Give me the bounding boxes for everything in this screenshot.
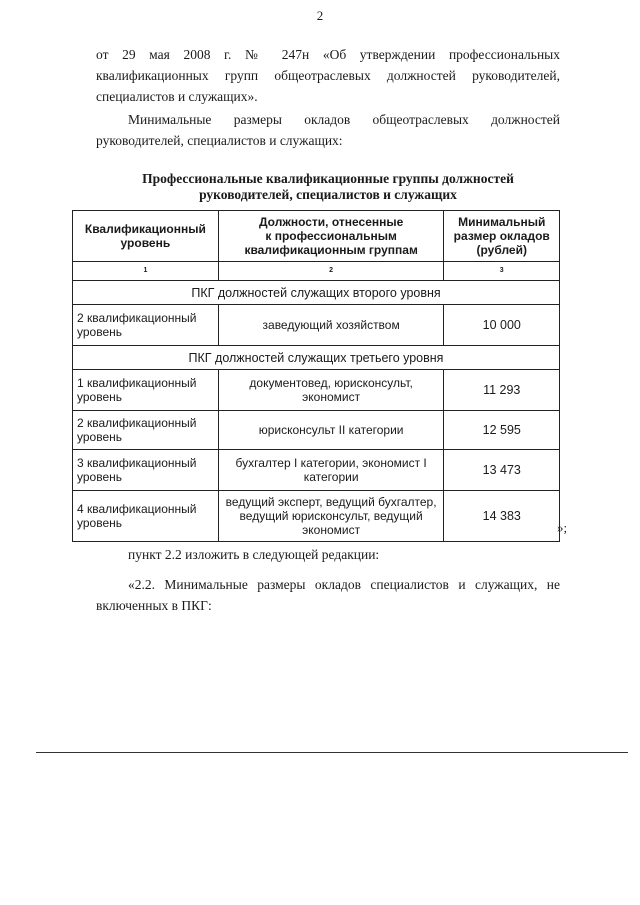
level-cell: 1 квалификационный уровень bbox=[73, 370, 219, 411]
group-title: ПКГ должностей служащих второго уровня bbox=[73, 281, 560, 305]
level-cell: 2 квалификационный уровень bbox=[73, 411, 219, 450]
salary-cell: 13 473 bbox=[444, 450, 560, 491]
salary-cell: 12 595 bbox=[444, 411, 560, 450]
positions-cell: заведующий хозяйством bbox=[218, 305, 444, 346]
header-min-salary bbox=[444, 211, 560, 262]
salary-cell: 10 000 bbox=[444, 305, 560, 346]
table-title-line2: руководителей, специалистов и служащих bbox=[199, 187, 457, 202]
positions-cell: бухгалтер I категории, экономист I категории bbox=[218, 450, 444, 491]
group-title: ПКГ должностей служащих третьего уровня bbox=[73, 346, 560, 370]
header-positions-line1: Должности, отнесенные bbox=[258, 215, 404, 229]
table-closing-quote: »; bbox=[557, 520, 568, 535]
header-positions-line3: квалификационным группам bbox=[244, 243, 418, 257]
table-row bbox=[73, 491, 560, 542]
table-row bbox=[73, 370, 560, 411]
positions-cell: документовед, юрисконсульт, экономист bbox=[218, 370, 444, 411]
group-row bbox=[73, 346, 560, 370]
item-2-2-intro: пункт 2.2 изложить в следующей редакции: bbox=[128, 547, 380, 562]
item-2-2-text: «2.2. Минимальные размеры окладов специалистов и служащих, не включенных в ПКГ: bbox=[96, 577, 560, 613]
column-number: 3 bbox=[444, 262, 560, 281]
table-title-line1: Профессиональные квалификационные группы должностей bbox=[142, 171, 514, 186]
table-header-row bbox=[73, 211, 560, 262]
header-qualification-level: Квалификационный уровень bbox=[73, 211, 219, 262]
column-number: 2 bbox=[218, 262, 444, 281]
salary-cell: 14 383 bbox=[444, 491, 560, 542]
column-number: 1 bbox=[73, 262, 219, 281]
header-positions-line2: к профессиональным bbox=[265, 229, 397, 243]
table-row bbox=[73, 450, 560, 491]
table-row bbox=[73, 305, 560, 346]
header-salary-line1: Минимальный bbox=[458, 215, 546, 229]
column-number-row bbox=[73, 262, 560, 281]
header-salary-line2: размер окладов bbox=[453, 229, 550, 243]
intro-paragraph: от 29 мая 2008 г. № 247н «Об утверждении профессиональных квалификационных групп общеотраслевых должностей руководителей, специалистов и служащих». bbox=[96, 47, 560, 104]
positions-cell: ведущий эксперт, ведущий бухгалтер, ведущий юрисконсульт, ведущий экономист bbox=[218, 491, 444, 542]
level-cell: 3 квалификационный уровень bbox=[73, 450, 219, 491]
level-cell: 2 квалификационный уровень bbox=[73, 305, 219, 346]
level-cell: 4 квалификационный уровень bbox=[73, 491, 219, 542]
header-positions bbox=[218, 211, 444, 262]
header-salary-line3: (рублей) bbox=[476, 243, 527, 257]
pkg-salary-table bbox=[72, 210, 560, 542]
table-row bbox=[73, 411, 560, 450]
page-number: 2 bbox=[316, 8, 324, 23]
positions-cell: юрисконсульт II категории bbox=[218, 411, 444, 450]
salary-cell: 11 293 bbox=[444, 370, 560, 411]
footer-divider bbox=[36, 752, 628, 753]
group-row bbox=[73, 281, 560, 305]
min-salaries-paragraph: Минимальные размеры окладов общеотраслевых должностей руководителей, специалистов и служащих: bbox=[96, 112, 560, 148]
table-title bbox=[96, 171, 560, 203]
